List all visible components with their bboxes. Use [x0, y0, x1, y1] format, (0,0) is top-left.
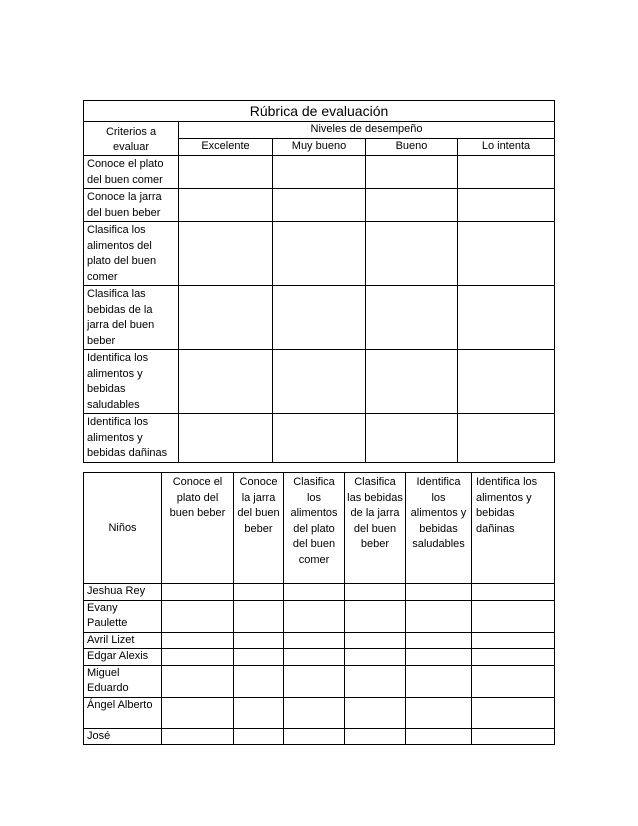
student-row [84, 649, 555, 666]
mark-cell [345, 632, 406, 649]
rubric-row [84, 189, 555, 222]
student-name: Evany Paulette [84, 600, 162, 632]
level-bueno: Bueno [366, 139, 458, 156]
rubric-title-row [84, 101, 555, 122]
mark-cell [406, 584, 472, 601]
criterion-cell: Clasifica las bebidas de la jarra del buen beber [84, 286, 179, 350]
column-header: Clasifica las bebidas de la jarra del buen beber [345, 473, 406, 584]
mark-cell [162, 728, 234, 745]
column-header: Identifica los alimentos y bebidas dañinas [472, 473, 555, 584]
score-cell [273, 414, 366, 463]
mark-cell [284, 697, 345, 728]
score-cell [179, 286, 273, 350]
score-cell [179, 222, 273, 286]
mark-cell [162, 600, 234, 632]
mark-cell [284, 584, 345, 601]
student-row [84, 632, 555, 649]
score-cell [273, 350, 366, 414]
mark-cell [345, 649, 406, 666]
mark-cell [472, 600, 555, 632]
students-header-row [84, 473, 555, 584]
score-cell [273, 286, 366, 350]
student-name: Ángel Alberto [84, 697, 162, 728]
mark-cell [162, 665, 234, 697]
rubric-row [84, 156, 555, 189]
mark-cell [345, 665, 406, 697]
mark-cell [234, 632, 284, 649]
mark-cell [284, 665, 345, 697]
mark-cell [472, 697, 555, 728]
score-cell [273, 189, 366, 222]
column-header: Identifica los alimentos y bebidas saludables [406, 473, 472, 584]
mark-cell [345, 697, 406, 728]
mark-cell [234, 649, 284, 666]
mark-cell [472, 665, 555, 697]
score-cell [458, 222, 555, 286]
score-cell [458, 156, 555, 189]
mark-cell [472, 584, 555, 601]
student-row [84, 600, 555, 632]
score-cell [458, 414, 555, 463]
rubric-title: Rúbrica de evaluación [84, 101, 555, 122]
mark-cell [284, 600, 345, 632]
score-cell [366, 222, 458, 286]
mark-cell [162, 649, 234, 666]
column-header: Clasifica los alimentos del plato del buen comer [284, 473, 345, 584]
mark-cell [345, 728, 406, 745]
student-row [84, 697, 555, 728]
mark-cell [472, 728, 555, 745]
criterion-cell: Identifica los alimentos y bebidas saludables [84, 350, 179, 414]
score-cell [366, 156, 458, 189]
column-header: Conoce la jarra del buen beber [234, 473, 284, 584]
column-header: Conoce el plato del buen beber [162, 473, 234, 584]
student-name: Avril Lizet [84, 632, 162, 649]
level-excelente: Excelente [179, 139, 273, 156]
score-cell [366, 414, 458, 463]
mark-cell [406, 649, 472, 666]
score-cell [458, 350, 555, 414]
mark-cell [406, 728, 472, 745]
criterion-cell: Clasifica los alimentos del plato del buen comer [84, 222, 179, 286]
criteria-header: Criterios a evaluar [84, 122, 179, 156]
score-cell [366, 350, 458, 414]
mark-cell [345, 584, 406, 601]
mark-cell [284, 728, 345, 745]
mark-cell [345, 600, 406, 632]
mark-cell [162, 632, 234, 649]
rubric-row [84, 414, 555, 463]
student-name: Edgar Alexis [84, 649, 162, 666]
mark-cell [472, 632, 555, 649]
mark-cell [406, 632, 472, 649]
rubric-header-row [84, 122, 555, 139]
criterion-cell: Conoce la jarra del buen beber [84, 189, 179, 222]
student-name: Miguel Eduardo [84, 665, 162, 697]
score-cell [458, 189, 555, 222]
mark-cell [234, 697, 284, 728]
score-cell [458, 286, 555, 350]
mark-cell [284, 649, 345, 666]
score-cell [179, 350, 273, 414]
student-row [84, 665, 555, 697]
mark-cell [162, 584, 234, 601]
levels-header: Niveles de desempeño [179, 122, 555, 139]
mark-cell [234, 600, 284, 632]
mark-cell [162, 697, 234, 728]
ninos-header: Niños [84, 473, 162, 584]
student-name: José [84, 728, 162, 745]
score-cell [179, 156, 273, 189]
level-muy-bueno: Muy bueno [273, 139, 366, 156]
score-cell [179, 414, 273, 463]
rubric-table [83, 100, 555, 463]
score-cell [273, 156, 366, 189]
mark-cell [406, 697, 472, 728]
rubric-row [84, 350, 555, 414]
score-cell [273, 222, 366, 286]
rubric-row [84, 286, 555, 350]
student-row [84, 584, 555, 601]
mark-cell [406, 665, 472, 697]
student-name: Jeshua Rey [84, 584, 162, 601]
student-row [84, 728, 555, 745]
score-cell [179, 189, 273, 222]
score-cell [366, 286, 458, 350]
mark-cell [234, 665, 284, 697]
criterion-cell: Conoce el plato del buen comer [84, 156, 179, 189]
students-table [83, 472, 555, 745]
mark-cell [406, 600, 472, 632]
mark-cell [472, 649, 555, 666]
rubric-row [84, 222, 555, 286]
mark-cell [234, 584, 284, 601]
criterion-cell: Identifica los alimentos y bebidas dañinas [84, 414, 179, 463]
score-cell [366, 189, 458, 222]
mark-cell [234, 728, 284, 745]
mark-cell [284, 632, 345, 649]
level-lo-intenta: Lo intenta [458, 139, 555, 156]
